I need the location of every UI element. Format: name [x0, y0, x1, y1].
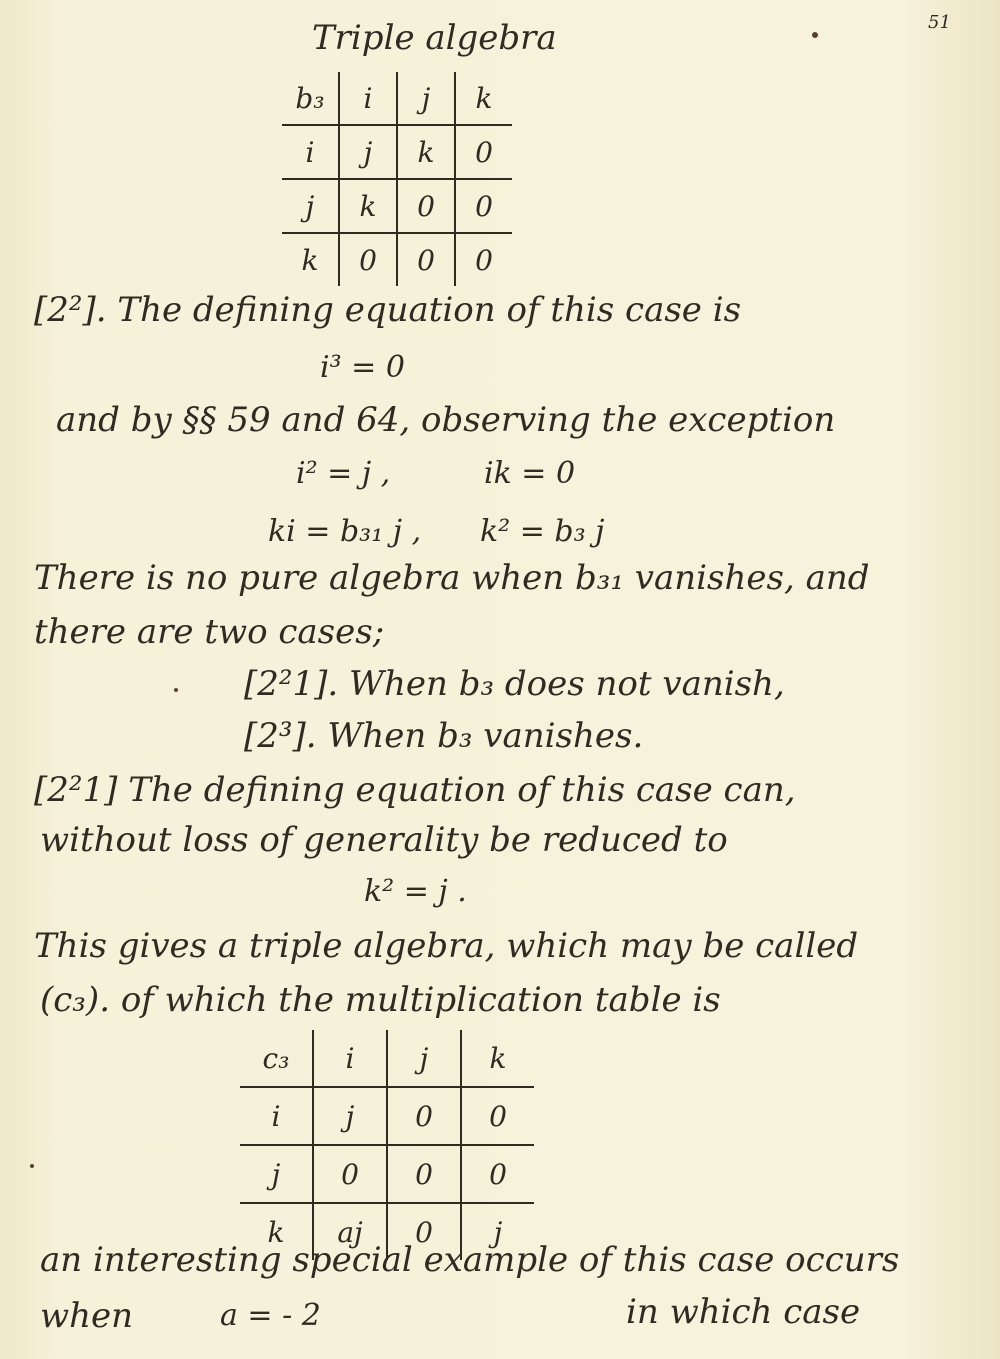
equation: a = - 2 [220, 1298, 321, 1333]
table-cell: i [313, 1030, 387, 1087]
table-cell: 0 [387, 1203, 461, 1260]
table-cell: 0 [397, 233, 455, 286]
table-cell: k [397, 125, 455, 179]
table-header-row [282, 72, 512, 125]
multiplication-table-b3 [282, 72, 512, 286]
ink-spot [812, 32, 818, 38]
equation: k² = j . [364, 874, 467, 909]
text-line: and by §§ 59 and 64, observing the exception [56, 400, 836, 440]
page-title: Triple algebra [312, 18, 557, 58]
table-cell: aj [313, 1203, 387, 1260]
table-cell: 0 [387, 1145, 461, 1203]
table-row [240, 1145, 534, 1203]
text-line: (c₃). of which the multiplication table is [40, 980, 721, 1020]
table-cell: k [282, 233, 339, 286]
table-cell: j [387, 1030, 461, 1087]
text-line: when [40, 1296, 134, 1336]
table-cell: j [461, 1203, 534, 1260]
table-header-row [240, 1030, 534, 1087]
multiplication-table-c3 [240, 1030, 534, 1260]
text-line: [2²1] The defining equation of this case can, [34, 770, 796, 810]
table-row [240, 1087, 534, 1145]
text-line: in which case [626, 1292, 861, 1332]
table-cell: 0 [461, 1087, 534, 1145]
table-cell: k [339, 179, 397, 233]
table-row [282, 179, 512, 233]
table-cell: 0 [397, 179, 455, 233]
table-cell: 0 [387, 1087, 461, 1145]
table-cell: k [240, 1203, 313, 1260]
table-cell: i [240, 1087, 313, 1145]
equation: k² = b₃ j [480, 514, 605, 549]
table-row [282, 233, 512, 286]
equation: ki = b₃₁ j , [268, 514, 422, 549]
text-line: there are two cases; [34, 612, 385, 652]
table-cell: j [313, 1087, 387, 1145]
text-line: an interesting special example of this case occurs [40, 1240, 900, 1280]
ink-spot [30, 1164, 34, 1168]
table-cell: j [240, 1145, 313, 1203]
table-cell: j [339, 125, 397, 179]
text-line: without loss of generality be reduced to [40, 820, 728, 860]
text-line: [2²]. The defining equation of this case is [34, 290, 742, 330]
equation: ik = 0 [484, 456, 576, 491]
table-cell: 0 [313, 1145, 387, 1203]
ink-spot [174, 688, 178, 692]
table-cell: i [282, 125, 339, 179]
text-line: [2³]. When b₃ vanishes. [244, 716, 644, 756]
text-line: [2²1]. When b₃ does not vanish, [244, 664, 785, 704]
table-cell: 0 [339, 233, 397, 286]
equation: i³ = 0 [320, 350, 405, 385]
table-cell: k [461, 1030, 534, 1087]
table-cell: b₃ [295, 81, 325, 115]
table-row [282, 125, 512, 179]
table-cell: j [397, 72, 455, 125]
table-cell: i [339, 72, 397, 125]
page-number: 51 [928, 12, 951, 33]
table-cell: j [282, 179, 339, 233]
table-cell: k [455, 72, 512, 125]
text-line: There is no pure algebra when b₃₁ vanishes, and [34, 558, 870, 598]
equation: i² = j , [296, 456, 391, 491]
table-cell: c₃ [262, 1041, 290, 1075]
table-cell: 0 [455, 125, 512, 179]
text-line: This gives a triple algebra, which may be called [34, 926, 859, 966]
table-cell: 0 [455, 233, 512, 286]
table-cell: 0 [461, 1145, 534, 1203]
table-cell: 0 [455, 179, 512, 233]
